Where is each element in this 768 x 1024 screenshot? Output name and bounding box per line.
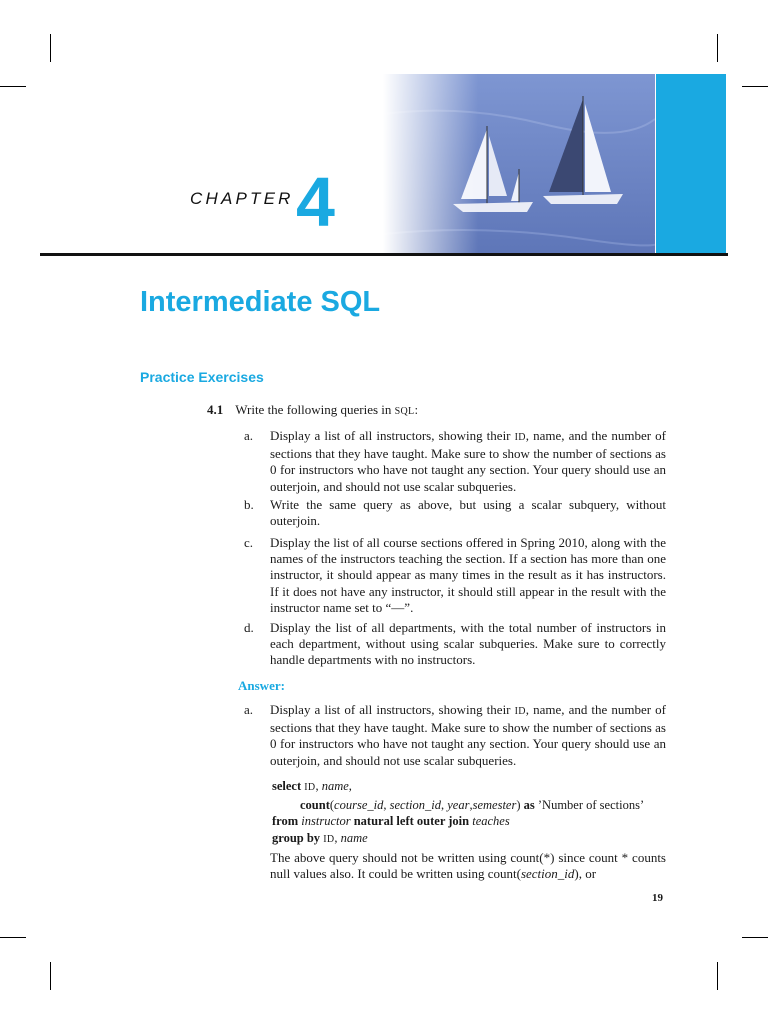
chapter-accent-bar (656, 74, 726, 254)
exercise-item-c (244, 535, 666, 616)
explanation-paragraph: The above query should not be written using count(*) since count * counts null values also. It could be written using count(section_id), or (270, 850, 666, 882)
item-text: Write the same query as above, but using a scalar subquery, without outerjoin. (270, 497, 666, 529)
chapter-label: CHAPTER (190, 189, 294, 208)
exercise-suffix: : (414, 402, 419, 417)
item-text: Display the list of all course sections offered in Spring 2010, along with the names of the instructors teaching the section. If a section has more than one instructor, it should appear as many times in the result as it has instructors. If it does not have any instructor, it should still appear in the result with the instructor name set to “—”. (270, 535, 666, 615)
item-label: d. (244, 620, 254, 635)
code-line: group by ID, name (272, 830, 368, 845)
item-text: Display a list of all instructors, showing their ID, name, and the number of sections that they have taught. Make sure to show the number of sections as 0 for instructors who have not taught any section. Your query should use an outerjoin, and should not use scalar subqueries. (270, 702, 666, 768)
chapter-number: 4 (296, 163, 335, 241)
answer-heading: Answer: (238, 678, 285, 693)
crop-mark (717, 34, 718, 62)
crop-mark (50, 962, 51, 990)
item-text: Display a list of all instructors, showing their ID, name, and the number of sections that they have taught. Make sure to show the number of sections as 0 for instructors who have not taught any section. Your query should use an outerjoin, and should not use scalar subqueries. (270, 428, 666, 494)
crop-mark (0, 937, 26, 938)
chapter-title: Intermediate SQL (140, 286, 381, 318)
exercise-item-a (244, 428, 666, 495)
crop-mark (50, 34, 51, 62)
sql-smallcaps: SQL (394, 406, 415, 417)
sailboats-photo (383, 74, 655, 254)
item-text: Display the list of all departments, with the total number of instructors in each department, without using scalar subqueries. Make sure to correctly handle departments with no instructors. (270, 620, 666, 668)
exercise-prefix: Write the following queries in (235, 402, 395, 417)
crop-mark (0, 86, 26, 87)
crop-mark (717, 962, 718, 990)
item-label: a. (244, 702, 254, 717)
code-line: from instructor natural left outer join teaches (272, 814, 510, 828)
exercise-heading (207, 402, 418, 420)
page-number: 19 (652, 892, 663, 904)
code-line: count(course_id, section_id, year,semester) as ’Number of sections’ (300, 797, 645, 812)
exercise-number: 4.1 (207, 402, 224, 417)
exercise-item-d (244, 620, 666, 669)
item-label: c. (244, 535, 254, 550)
exercise-item-b (244, 497, 666, 529)
section-heading: Practice Exercises (140, 369, 264, 385)
item-label: a. (244, 428, 254, 443)
item-label: b. (244, 497, 254, 512)
header-rule (40, 253, 728, 256)
code-line: select ID, name, (272, 779, 352, 793)
crop-mark (742, 86, 768, 87)
sql-code-block (272, 778, 644, 848)
answer-item-a (244, 702, 666, 769)
crop-mark (742, 937, 768, 938)
